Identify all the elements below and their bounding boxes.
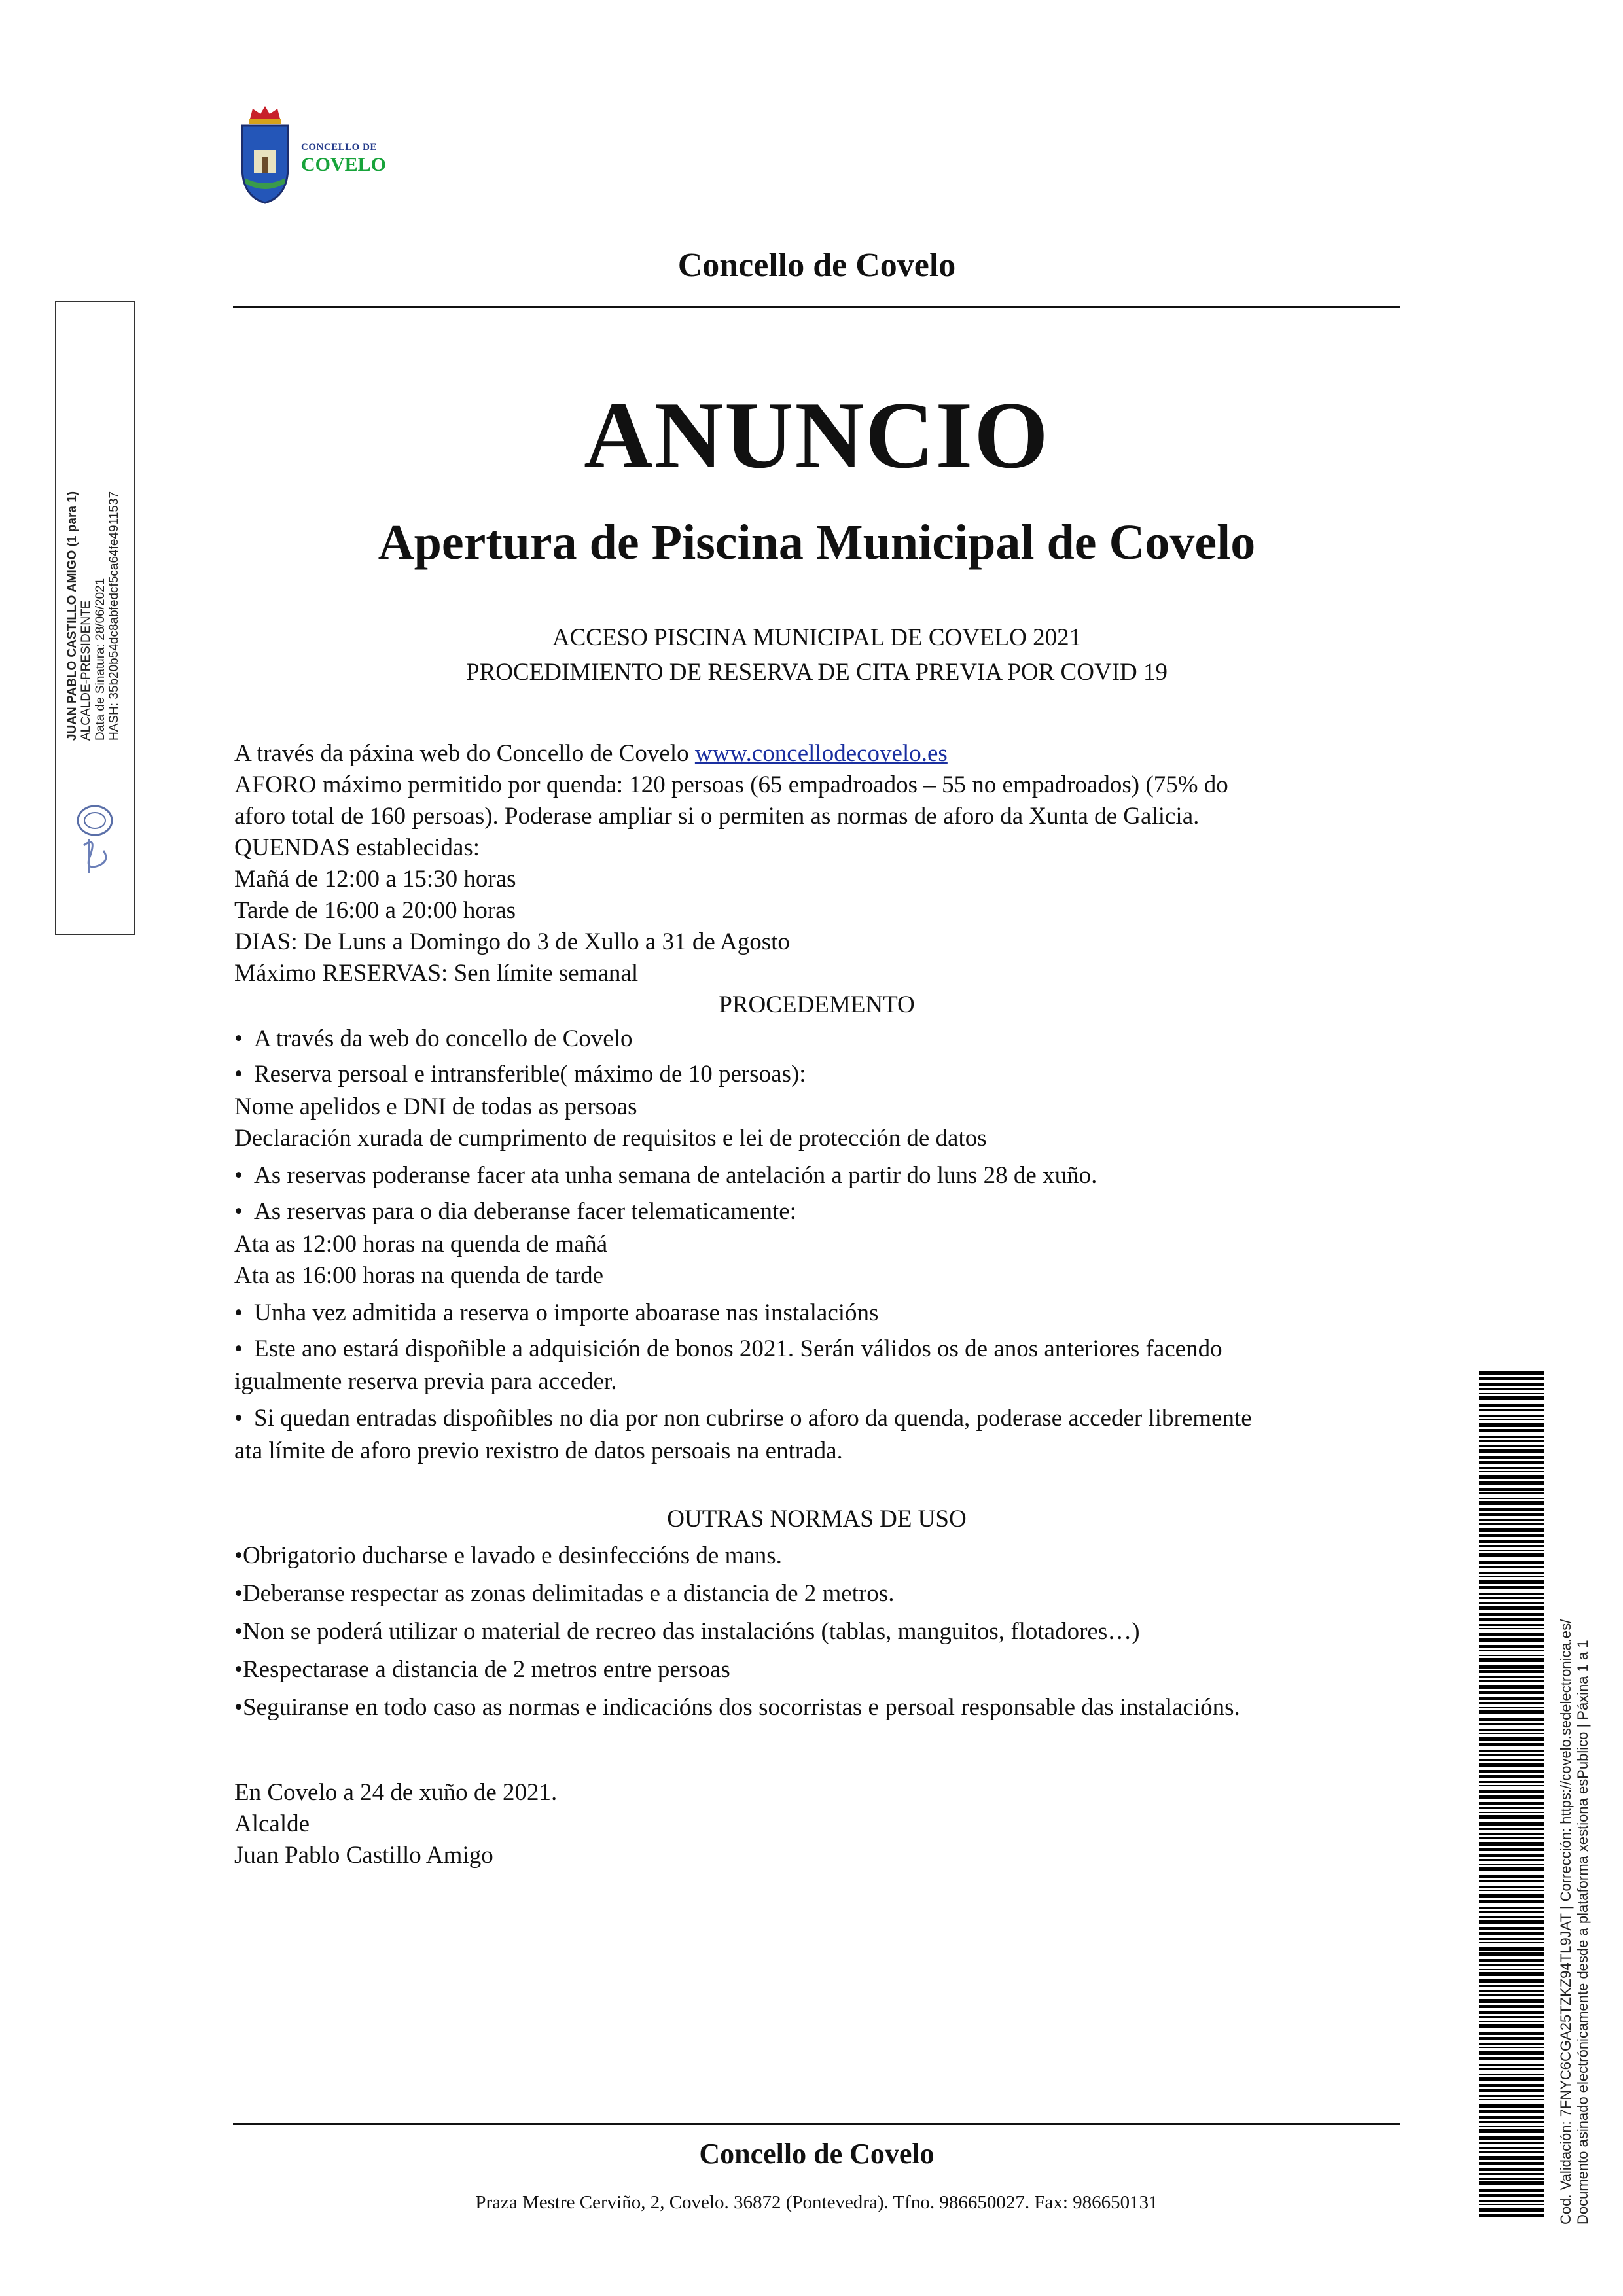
procedemento-subline: Ata as 12:00 horas na quenda de mañá bbox=[234, 1231, 608, 1258]
bullet-icon: • bbox=[234, 1198, 243, 1225]
procedemento-heading: PROCEDEMENTO bbox=[719, 991, 915, 1018]
footer-address: Praza Mestre Cerviño, 2, Covelo. 36872 (Pontevedra). Tfno. 986650027. Fax: 986650131 bbox=[475, 2192, 1158, 2213]
list-item-text: A través da web do concello de Covelo bbox=[254, 1025, 633, 1052]
intro-web-line bbox=[234, 741, 948, 768]
list-item-text: Unha vez admitida a reserva o importe aboarase nas instalacións bbox=[254, 1299, 879, 1326]
procedemento-subline: Declaración xurada de cumprimento de requisitos e lei de protección de datos bbox=[234, 1125, 987, 1152]
list-item-text: Si quedan entradas dispoñibles no dia por non cubrirse o aforo da quenda, poderase acceder libremente bbox=[254, 1405, 1252, 1432]
bullet-icon: • bbox=[234, 1405, 243, 1432]
procedemento-subline: Ata as 16:00 horas na quenda de tarde bbox=[234, 1262, 604, 1289]
normas-item: •Seguiranse en todo caso as normas e indicacións dos socorristas e persoal responsable das instalacións. bbox=[234, 1694, 1240, 1721]
quenda-tarde: Tarde de 16:00 a 20:00 horas bbox=[234, 897, 516, 924]
list-item bbox=[234, 1199, 796, 1226]
footer-divider bbox=[233, 2123, 1400, 2125]
bullet-icon: • bbox=[234, 1061, 243, 1087]
normas-item: •Deberanse respectar as zonas delimitadas e a distancia de 2 metros. bbox=[234, 1580, 895, 1607]
stamp-role: ALCALDE-PRESIDENTE bbox=[79, 600, 94, 741]
quenda-mana: Mañá de 12:00 a 15:30 horas bbox=[234, 866, 516, 892]
stamp-date: Data de Sinatura: 28/06/2021 bbox=[93, 578, 107, 741]
list-item bbox=[234, 1163, 1097, 1190]
header-divider bbox=[233, 306, 1400, 308]
footer-title: Concello de Covelo bbox=[699, 2138, 935, 2170]
bullet-icon: • bbox=[234, 1162, 243, 1189]
municipality-logo bbox=[236, 105, 386, 209]
list-item-text: As reservas para o dia deberanse facer telematicamente: bbox=[254, 1198, 796, 1225]
header-title: Concello de Covelo bbox=[677, 247, 956, 284]
normas-item: •Respectarase a distancia de 2 metros entre persoas bbox=[234, 1656, 730, 1683]
signature-name: Juan Pablo Castillo Amigo bbox=[234, 1842, 493, 1869]
list-item-text: As reservas poderanse facer ata unha semana de antelación a partir do luns 28 de xuño. bbox=[254, 1162, 1097, 1189]
access-heading-line1: ACCESO PISCINA MUNICIPAL DE COVELO 2021 bbox=[552, 624, 1082, 651]
normas-item: •Non se poderá utilizar o material de recreo das instalacións (tablas, manguitos, flotadores…) bbox=[234, 1618, 1140, 1645]
seal-icon bbox=[71, 800, 119, 878]
procedemento-subline: ata límite de aforo previo rexistro de datos persoais na entrada. bbox=[234, 1438, 843, 1464]
list-item-text: Este ano estará dispoñible a adquisición de bonos 2021. Serán válidos os de anos anteriores facendo bbox=[254, 1335, 1222, 1362]
validation-line1: Cod. Validación: 7FNYC6CGA25TZKZ94TL9JAT | Corrección: https://covelo.sedelectronica.es/ bbox=[1558, 1619, 1574, 2225]
bullet-icon: • bbox=[234, 1025, 243, 1052]
procedemento-subline: igualmente reserva previa para acceder. bbox=[234, 1368, 617, 1395]
aforo-line2: aforo total de 160 persoas). Poderase ampliar si o permiten as normas de aforo da Xunta de Galicia. bbox=[234, 803, 1200, 830]
bullet-icon: • bbox=[234, 1335, 243, 1362]
dias-line: DIAS: De Luns a Domingo do 3 de Xullo a 31 de Agosto bbox=[234, 928, 790, 955]
stamp-signer: JUAN PABLO CASTILLO AMIGO (1 para 1) bbox=[65, 491, 79, 741]
access-heading-line2: PROCEDIMIENTO DE RESERVA DE CITA PREVIA POR COVID 19 bbox=[466, 659, 1168, 686]
intro-web-prefix: A través da páxina web do Concello de Covelo bbox=[234, 740, 695, 767]
validation-line2: Documento asinado electrónicamente desde a plataforma xestiona esPublico | Páxina 1 a 1 bbox=[1575, 1640, 1592, 2225]
digital-signature-stamp bbox=[55, 301, 135, 935]
quendas-label: QUENDAS establecidas: bbox=[234, 834, 480, 861]
list-item bbox=[234, 1300, 878, 1327]
logo-line2: COVELO bbox=[301, 154, 387, 175]
document-subtitle: Apertura de Piscina Municipal de Covelo bbox=[378, 515, 1256, 570]
normas-heading: OUTRAS NORMAS DE USO bbox=[667, 1506, 967, 1532]
aforo-line1: AFORO máximo permitido por quenda: 120 persoas (65 empadroados – 55 no empadroados) (75% do bbox=[234, 771, 1228, 798]
list-item bbox=[234, 1405, 1252, 1432]
list-item bbox=[234, 1026, 632, 1053]
coat-of-arms-icon bbox=[236, 105, 294, 209]
bullet-icon: • bbox=[234, 1299, 243, 1326]
stamp-text bbox=[65, 394, 131, 741]
list-item bbox=[234, 1061, 806, 1088]
maximo-reservas-line: Máximo RESERVAS: Sen límite semanal bbox=[234, 960, 639, 987]
validation-text bbox=[1558, 1374, 1592, 2225]
barcode-icon bbox=[1479, 1371, 1544, 2221]
logo-line1: CONCELLO DE bbox=[301, 142, 377, 152]
normas-item: •Obrigatorio ducharse e lavado e desinfeccións de mans. bbox=[234, 1542, 782, 1569]
procedemento-subline: Nome apelidos e DNI de todas as persoas bbox=[234, 1093, 637, 1120]
signature-role: Alcalde bbox=[234, 1810, 310, 1837]
website-link[interactable]: www.concellodecovelo.es bbox=[694, 740, 948, 767]
list-item bbox=[234, 1336, 1222, 1363]
list-item-text: Reserva persoal e intransferible( máximo de 10 persoas): bbox=[254, 1061, 806, 1087]
document-title: ANUNCIO bbox=[584, 382, 1050, 488]
stamp-hash: HASH: 35b20b54dc8abfedcf5ca64fe4911537 bbox=[107, 491, 121, 741]
signature-date: En Covelo a 24 de xuño de 2021. bbox=[234, 1779, 558, 1806]
